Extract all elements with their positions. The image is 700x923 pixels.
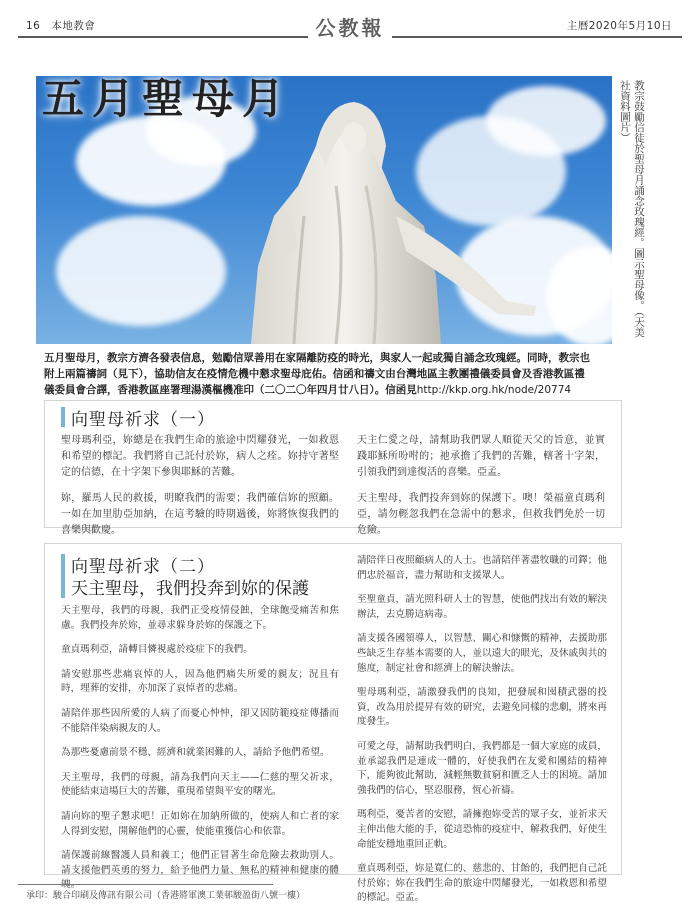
paragraph: 妳，羅馬人民的救援，明瞭我們的需要；我們確信妳的照顧。一如在加里肋亞加納，在這考驗的時期過後，妳將恢復我們的喜樂與歡慶。 <box>61 493 339 536</box>
page-title: 五月聖母月 <box>42 74 293 123</box>
paragraph: 至聖童貞，請光照科研人士的智慧，使他們找出有效的解決辦法，去克勝這病毒。 <box>357 594 607 620</box>
intro-link[interactable]: http://kkp.org.hk/node/20774 <box>416 384 572 396</box>
paragraph: 聖母瑪利亞，請激發我們的良知，把發展和囤積武器的投資，改為用於提昇有效的研究，去避免同樣的悲劇，將來再度發生。 <box>357 687 607 728</box>
paragraph: 請支援各國領導人，以智慧、關心和慷慨的精神，去援助那些缺乏生存基本需要的人，並以遠大的眼光，及休戚與共的態度，制定社會和經濟上的解決辦法。 <box>357 633 607 674</box>
footer-rule <box>18 884 273 885</box>
paragraph: 請向妳的聖子懇求吧！正如妳在加納所做的，使病人和亡者的家人得到安慰，開解他們的心靈，使能重獲信心和依靠。 <box>61 810 339 837</box>
prayer-two-subheading: 天主聖母，我們投奔到妳的保護 <box>71 579 309 599</box>
paragraph: 請陪伴日夜照顧病人的人士。也請陪伴著盡牧職的司鐸；他們忠於福音，盡力幫助和支援眾人。 <box>357 555 607 581</box>
paragraph: 請保護前線醫護人員和義工；他們正冒著生命危險去救助別人。請支援他們英勇的努力，給予他們力量、無私的精神和健康的體 <box>61 850 339 876</box>
paragraph: 天主聖母，我們投奔到妳的保護下。噢！榮福童貞瑪利亞，請勿輕忽我們在急需中的懇求，但救我們免於一切危險。 <box>357 493 605 536</box>
issue-date: 主曆2020年5月10日 <box>566 20 672 32</box>
printer-credit: 承印：駿合印刷及傳訊有限公司（香港將軍澳工業邨駿盈街八號一樓） <box>26 891 306 901</box>
paragraph: 天主聖母，我們的母親，我們正受疫情侵蝕，全球飽受痛苦和焦慮。我們投奔於妳，並尋求躲身於妳的保護之下。 <box>61 605 339 631</box>
masthead-logo: 公教報 <box>308 12 392 38</box>
heading-accent-bar <box>61 407 65 427</box>
paragraph: 可愛之母，請幫助我們明白，我們都是一個大家庭的成員，並承認我們是連成一體的，好使我們在友愛和團結的精神下，能夠彼此幫助，減輕無數貧窮和匱乏人士的困境。請加強我們的信心，堅忍服務，恆心祈禱。 <box>357 740 607 796</box>
paragraph: 童貞瑪利亞，妳是寬仁的、慈悲的、甘飴的，我們把自己託付於妳；妳在我們生命的旅途中閃耀發光，一如救恩和希望的標記。亞孟。 <box>357 863 607 904</box>
prayer-one-right-column <box>357 433 605 549</box>
prayer-two-heading: 向聖母祈求（二） <box>71 557 215 577</box>
intro-paragraph <box>44 350 592 398</box>
prayer-two-right-column <box>357 554 607 916</box>
paragraph: 為那些憂慮前景不穩、經濟和就業困難的人，請給予他們希望。 <box>61 747 330 759</box>
paragraph: 請陪伴那些因所愛的人病了而憂心忡忡，卻又因防範疫症傳播而不能陪伴染病親友的人。 <box>61 707 339 734</box>
prayer-one-left-column <box>61 433 339 549</box>
heading-accent-bar <box>61 554 65 598</box>
paragraph: 瑪利亞，憂苦者的安慰，請擁抱妳受苦的眾子女，並祈求天主伸出他大能的手，從這恐怖的疫症中，解救我們，好使生命能安穩地重回正軌。 <box>357 809 607 850</box>
paragraph: 請安慰那些悲痛哀悼的人，因為他們痛失所愛的親友；況且有時，埋葬的安排，亦加深了哀悼者的悲痛。 <box>61 668 339 695</box>
prayer-two-left-column <box>61 604 339 903</box>
page-section: 16 本地教會 <box>26 20 96 32</box>
paragraph: 天主仁愛之母，請幫助我們眾人順從天父的旨意，並實踐耶穌所吩咐的；祂承擔了我們的苦難，轄著十字架，引領我們到達復活的喜樂。亞孟。 <box>357 435 605 478</box>
prayer-one-box <box>44 400 622 536</box>
intro-text: 五月聖母月，教宗方濟各發表信息，勉勵信眾善用在家隔離防疫的時光，與家人一起或獨自誦念玫瑰經。同時，教宗也附上兩篇禱詞（見下），協助信友在疫情危機中懇求聖母庇佑。信函和禱文由台灣地區主教團禮儀委員會及香港教區禮儀委員會合譯，香港教區座署理湯漢樞機准印（二〇二〇年四月廿八日）。信函見 <box>44 352 590 396</box>
paragraph: 天主聖母，我們的母親，請為我們向天主——仁慈的聖父祈求，使能結束這場巨大的苦難，重現希望與平安的曙光。 <box>61 771 339 798</box>
prayer-one-heading: 向聖母祈求（一） <box>71 410 215 430</box>
paragraph: 童貞瑪利亞，請轉目憐視處於疫症下的我們。 <box>61 644 253 656</box>
paragraph: 聖母瑪利亞，妳總是在我們生命的旅途中閃耀發光，一如救恩和希望的標記。我們將自己託付於妳，病人之痊。妳持守著堅定的信德，在十字架下參與耶穌的苦難。 <box>61 435 339 478</box>
photo-caption-vertical: 教宗鼓勵信徒於聖母月誦念玫瑰經。圖示聖母像。（天美社資料圖片） <box>619 80 645 338</box>
